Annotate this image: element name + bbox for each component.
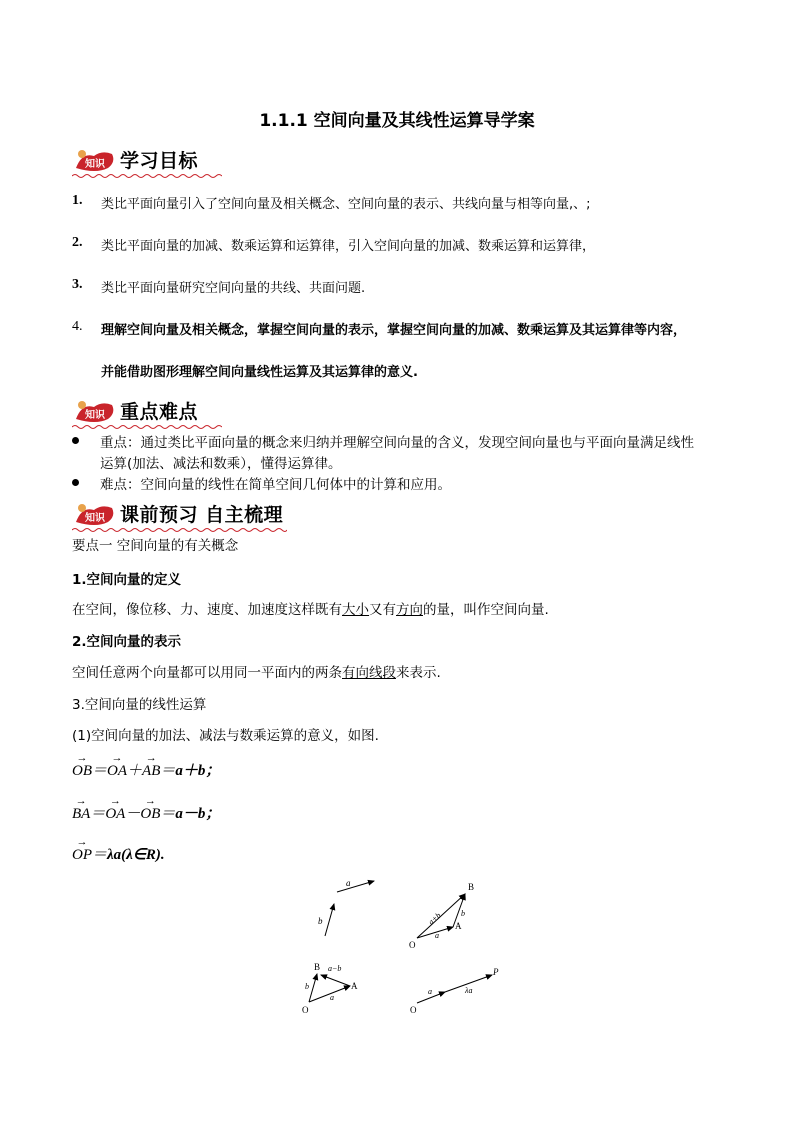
svg-text:知识: 知识 — [85, 159, 105, 170]
section-title: 课前预习 自主梳理 — [120, 504, 284, 526]
svg-text:a: a — [346, 878, 351, 888]
paragraph: 空间任意两个向量都可以用同一平面内的两条有向线段来表示. — [72, 665, 441, 681]
section-badge-icon — [72, 399, 118, 425]
svg-text:知识: 知识 — [85, 410, 105, 421]
svg-text:a+b: a+b — [426, 910, 443, 927]
list-item: 3. 类比平面向量研究空间向量的共线、共面问题. — [72, 277, 366, 296]
svg-text:A: A — [455, 921, 462, 931]
svg-text:O: O — [302, 1005, 309, 1015]
section-title: 学习目标 — [120, 150, 199, 172]
equation-scalar: → OP＝λa(λ∈R). — [72, 843, 165, 864]
svg-text:P: P — [493, 967, 499, 977]
scalar-multiple-diagram — [410, 967, 499, 1015]
equation-sum: → OB＝→ OA＋→ AB＝a＋b； — [72, 759, 220, 780]
svg-text:a−b: a−b — [328, 964, 342, 973]
keypoint-line: 难点：空间向量的线性在简单空间几何体中的计算和应用。 — [100, 477, 451, 493]
section-underline — [72, 173, 222, 179]
subheading: 2.空间向量的表示 — [72, 634, 182, 650]
svg-text:b: b — [461, 909, 465, 918]
section-underline — [72, 527, 287, 533]
subheading: 1.空间向量的定义 — [72, 572, 182, 588]
bullet-icon — [72, 437, 79, 444]
subheading: 3.空间向量的线性运算 — [72, 697, 207, 713]
svg-text:B: B — [468, 882, 475, 892]
section-badge-icon — [72, 148, 118, 174]
vector-operations-figure — [295, 872, 535, 1022]
svg-text:b: b — [305, 982, 309, 991]
list-item: 2. 类比平面向量的加减、数乘运算和运算律，引入空间向量的加减、数乘运算和运算律， — [72, 235, 596, 254]
svg-text:O: O — [410, 1005, 417, 1015]
svg-text:λa: λa — [465, 986, 473, 995]
vectors-a-b-diagram — [318, 878, 374, 936]
list-item: 1. 类比平面向量引入了空间向量及相关概念、空间向量的表示、共线向量与相等向量,、; — [72, 193, 591, 212]
list-item-continuation: 并能借助图形理解空间向量线性运算及其运算律的意义. — [101, 365, 418, 380]
key-point-heading: 要点一 空间向量的有关概念 — [72, 538, 239, 554]
keypoint-line: 运算(加法、减法和数乘），懂得运算律。 — [100, 456, 342, 472]
section-title: 重点难点 — [120, 401, 199, 423]
equation-difference: → BA＝→ OA－→ OB＝a－b； — [72, 802, 220, 823]
section-badge-icon — [72, 502, 118, 528]
svg-text:B: B — [314, 962, 321, 972]
bullet-icon — [72, 479, 79, 486]
keypoint-line: 重点：通过类比平面向量的概念来归纳并理解空间向量的含义，发现空间向量也与平面向量满足线性 — [100, 435, 694, 451]
svg-text:知识: 知识 — [85, 513, 105, 524]
svg-text:a: a — [330, 993, 334, 1002]
svg-text:O: O — [409, 940, 416, 950]
subtraction-triangle-diagram — [302, 962, 358, 1015]
svg-text:a: a — [435, 931, 439, 940]
paragraph: (1)空间向量的加法、减法与数乘运算的意义，如图. — [72, 728, 379, 744]
addition-triangle-diagram — [409, 882, 474, 950]
list-item: 4. 理解空间向量及相关概念，掌握空间向量的表示，掌握空间向量的加减、数乘运算及其运算律等内容， — [72, 319, 687, 338]
svg-text:a: a — [428, 987, 432, 996]
section-underline — [72, 424, 222, 430]
page-title: 1.1.1 空间向量及其线性运算导学案 — [259, 111, 535, 131]
svg-text:b: b — [318, 916, 323, 926]
paragraph: 在空间，像位移、力、速度、加速度这样既有大小又有方向的量，叫作空间向量. — [72, 602, 549, 618]
svg-text:A: A — [351, 981, 358, 991]
